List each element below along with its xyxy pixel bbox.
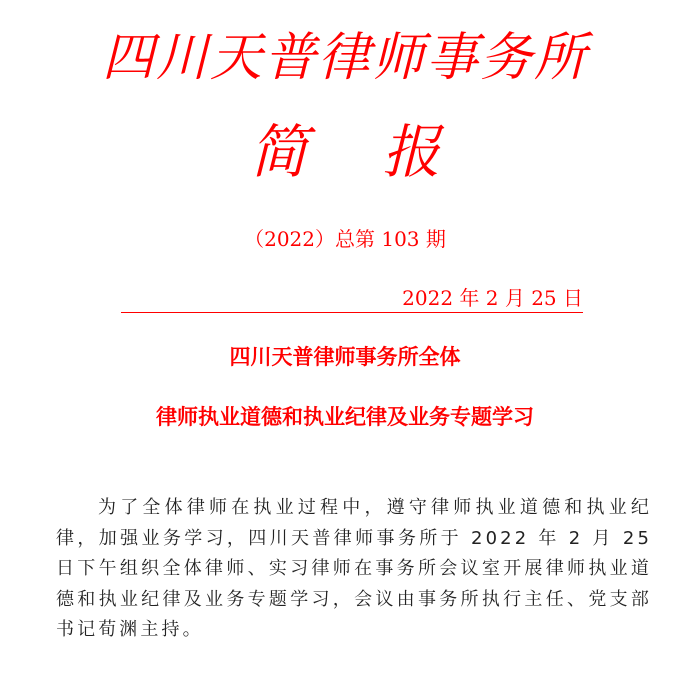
date-rule bbox=[121, 284, 583, 313]
headline-line-1: 四川天普律师事务所全体 bbox=[229, 345, 461, 369]
issue-date: 2022 年 2 月 25 日 bbox=[402, 286, 583, 310]
doc-type-title: 简 报 bbox=[249, 118, 469, 186]
issue-number: （2022）总第 103 期 bbox=[244, 227, 446, 251]
org-title: 四川天普律师事务所 bbox=[101, 28, 588, 88]
body-paragraph: 为了全体律师在执业过程中，遵守律师执业道德和执业纪律，加强业务学习，四川天普律师事务所于 2022 年 2 月 25 日下午组织全体律师、实习律师在事务所会议室开展律师执业道德和执业纪律及业务专题学习，会议由事务所执行主任、党支部书记荀渊主持。 bbox=[56, 497, 652, 640]
headline-line-2: 律师执业道德和执业纪律及业务专题学习 bbox=[156, 405, 534, 429]
